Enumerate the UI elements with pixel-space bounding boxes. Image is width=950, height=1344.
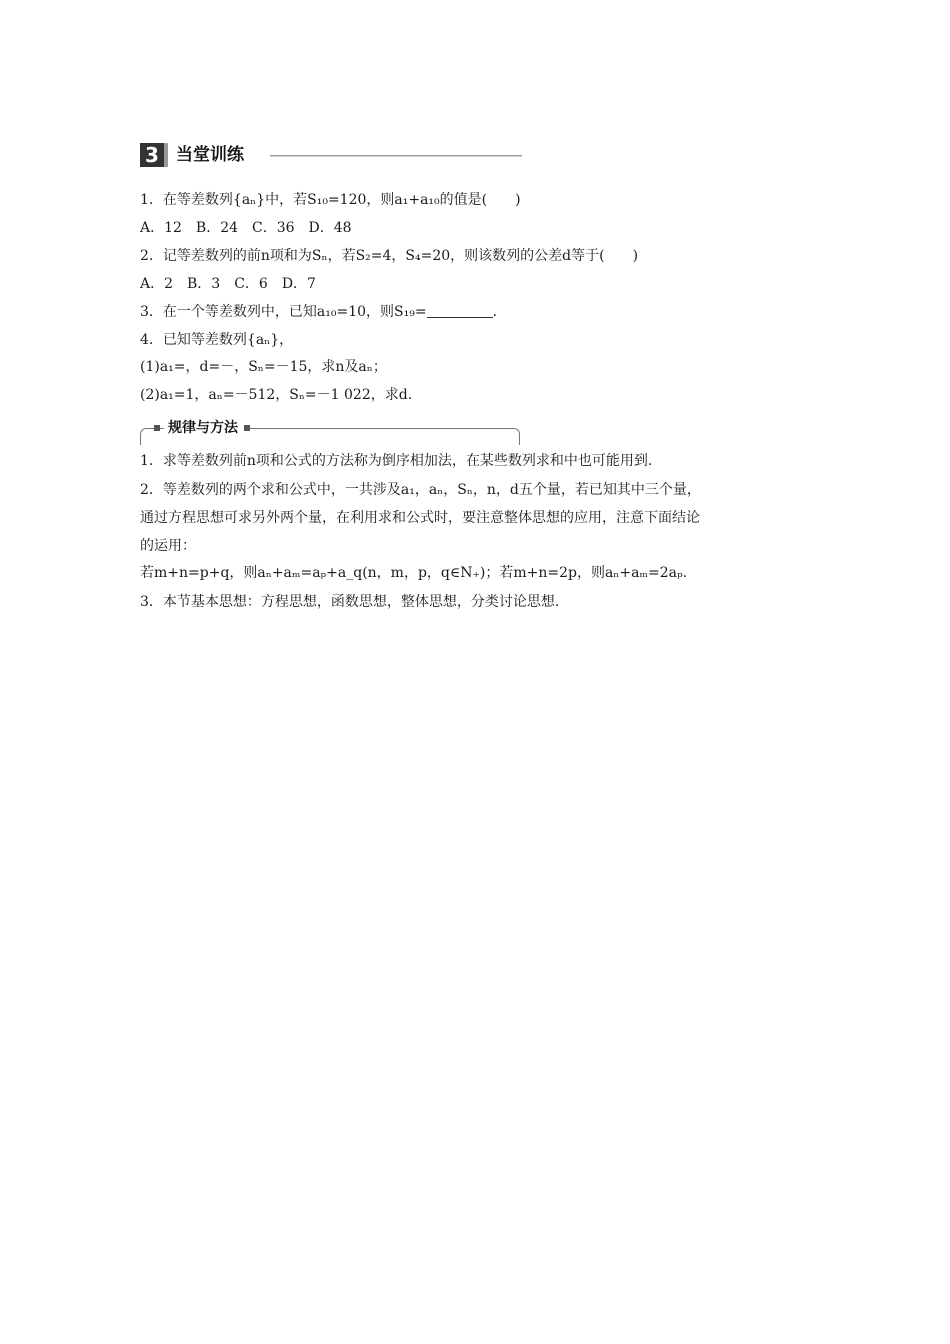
section-number-badge: 3 xyxy=(140,143,164,167)
answer-blank xyxy=(427,303,493,318)
method-box-header xyxy=(140,418,520,444)
section-header xyxy=(140,143,525,169)
exercise-3-question xyxy=(140,302,497,322)
section-rule xyxy=(270,155,522,157)
exercise-1-options: A．12 B．24 C．36 D．48 xyxy=(140,220,352,236)
exercise-3-text: 3．在一个等差数列中，已知a₁₀=10，则S₁₉= xyxy=(140,304,427,320)
exercise-4-part-1: (1)a₁=，d=－，Sₙ=－15，求n及aₙ； xyxy=(140,359,387,375)
method-line-5: 若m+n=p+q，则aₙ+aₘ=aₚ+a_q(n，m，p，q∈N₊)；若m+n=2p，则aₙ+aₘ=2aₚ. xyxy=(140,565,688,581)
exercise-1-question: 1．在等差数列{aₙ}中，若S₁₀=120，则a₁+a₁₀的值是( ) xyxy=(140,192,521,208)
exercise-4-part-2: (2)a₁=1，aₙ=－512，Sₙ=－1 022，求d. xyxy=(140,387,413,403)
exercise-3-period: . xyxy=(492,304,498,320)
method-title: 规律与方法 xyxy=(164,418,244,438)
method-line-1: 1．求等差数列前n项和公式的方法称为倒序相加法，在某些数列求和中也可能用到. xyxy=(140,453,653,469)
exercise-2-options: A．2 B．3 C．6 D．7 xyxy=(140,276,316,292)
method-line-6: 3．本节基本思想：方程思想，函数思想，整体思想，分类讨论思想. xyxy=(140,594,560,610)
square-bullet-icon xyxy=(154,425,160,431)
method-line-4: 的运用： xyxy=(140,538,196,554)
section-title: 当堂训练 xyxy=(176,145,244,165)
square-bullet-icon xyxy=(244,425,250,431)
exercise-4-question: 4．已知等差数列{aₙ}， xyxy=(140,332,294,348)
method-line-2: 2．等差数列的两个求和公式中，一共涉及a₁，aₙ，Sₙ，n，d五个量，若已知其中三个量， xyxy=(140,482,701,498)
exercise-2-question: 2．记等差数列的前n项和为Sₙ，若S₂=4，S₄=20，则该数列的公差d等于( ) xyxy=(140,248,639,264)
method-line-3: 通过方程思想可求另外两个量，在利用求和公式时，要注意整体思想的应用，注意下面结论 xyxy=(140,510,700,526)
